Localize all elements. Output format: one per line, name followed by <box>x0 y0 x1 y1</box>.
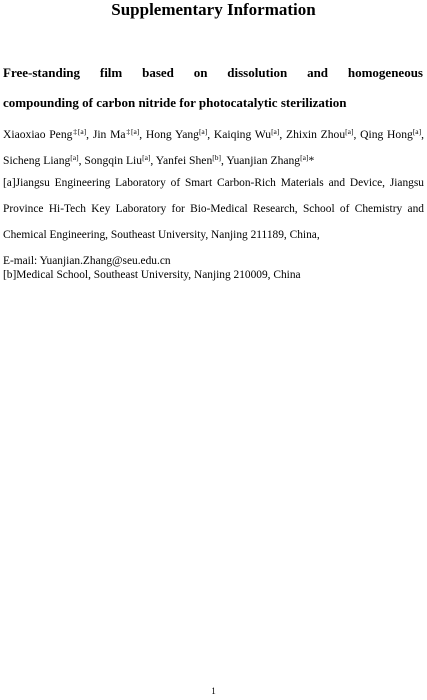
author <box>360 128 424 141</box>
author <box>156 154 227 167</box>
affiliation-a-text: [a]Jiangsu Engineering Laboratory of Smart Carbon-Rich Materials and Device, Jiangsu Province Hi-Tech Key Laboratory for Bio-Medical Research, School of Chemistry and Chemical Engineering, Southeast University, Nanjing 211189, China, <box>3 177 424 241</box>
author-name: Hong Yang <box>145 128 199 141</box>
paper-title-line-1: Free-standing film based on dissolution and homogeneous <box>3 65 423 80</box>
author <box>214 128 286 141</box>
author <box>146 128 214 141</box>
page-number: 1 <box>211 686 216 696</box>
author-separator: , <box>421 128 425 141</box>
author-affiliation-mark: ‡[a] <box>125 127 140 136</box>
author-affiliation-mark: ‡[a] <box>72 127 87 136</box>
author-name: Songqin Liu <box>84 154 143 167</box>
author <box>93 128 146 141</box>
author-name: Yanfei Shen <box>155 154 213 167</box>
author-name: Kaiqing Wu <box>213 128 272 141</box>
author-separator: , <box>150 154 156 167</box>
author-affiliation-mark: [a] <box>300 153 309 162</box>
author-name: Xiaoxiao Peng <box>3 128 73 141</box>
author-affiliation-mark: [a] <box>198 127 208 136</box>
author-affiliation-mark: [a] <box>142 153 151 162</box>
author-separator: , <box>139 128 146 141</box>
contact-email: E-mail: Yuanjian.Zhang@seu.edu.cn <box>3 255 171 267</box>
author-affiliation-mark: [a] <box>412 127 422 136</box>
page-title: Supplementary Information <box>111 0 316 19</box>
author-name: Jin Ma <box>92 128 126 141</box>
author-name: Qing Hong <box>360 128 413 141</box>
author-list <box>3 122 424 174</box>
author-separator: , <box>279 128 287 141</box>
author <box>84 154 155 167</box>
author-name: Sicheng Liang <box>3 154 71 167</box>
author <box>3 128 93 141</box>
author-affiliation-mark: [b] <box>212 153 221 162</box>
author-separator: , <box>86 128 93 141</box>
author <box>3 154 84 167</box>
author-affiliation-mark: [a] <box>345 127 354 136</box>
author-affiliation-mark: [a] <box>271 127 280 136</box>
author-affiliation-mark: [a] <box>70 153 79 162</box>
author-separator: , <box>221 154 227 167</box>
author-separator: , <box>78 154 85 167</box>
author-separator: , <box>353 128 361 141</box>
author <box>226 154 314 167</box>
paper-title-line-2: compounding of carbon nitride for photocatalytic sterilization <box>3 95 347 110</box>
author <box>286 128 360 141</box>
affiliation-a <box>3 170 424 274</box>
affiliation-b <box>3 262 424 288</box>
author-separator: , <box>207 128 214 141</box>
author-separator: * <box>308 154 315 167</box>
author-name: Zhixin Zhou <box>286 128 346 141</box>
author-name: Yuanjian Zhang <box>226 154 301 167</box>
affiliation-b-text: [b]Medical School, Southeast University, Nanjing 210009, China <box>3 269 301 281</box>
